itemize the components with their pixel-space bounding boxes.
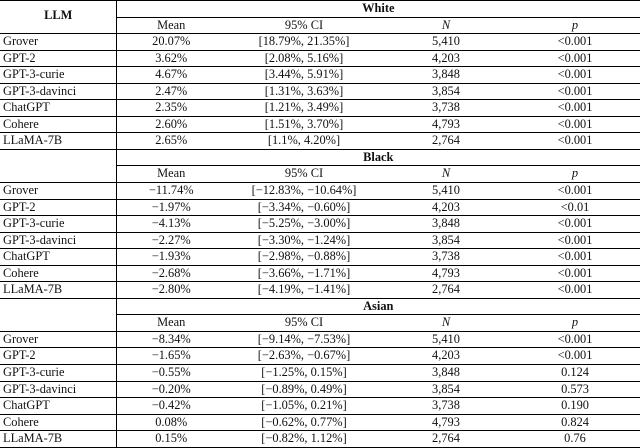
n-header: N <box>382 166 510 183</box>
table-row <box>0 282 640 299</box>
p-cell: <0.001 <box>510 133 640 150</box>
n-header: N <box>382 17 510 34</box>
table-row <box>0 116 640 133</box>
table-row <box>0 100 640 117</box>
n-cell: 4,793 <box>382 116 510 133</box>
mean-cell: 2.65% <box>116 133 226 150</box>
mean-cell: −1.93% <box>116 249 226 266</box>
table-row <box>0 365 640 382</box>
llm-name-cell: LLaMA-7B <box>0 431 116 448</box>
llm-column-blank <box>0 149 116 182</box>
ci-cell: [−3.34%, −0.60%] <box>226 199 382 216</box>
table-row <box>0 183 640 200</box>
n-cell: 2,764 <box>382 133 510 150</box>
llm-name-cell: Grover <box>0 331 116 348</box>
llm-name-cell: Cohere <box>0 116 116 133</box>
p-cell: <0.001 <box>510 348 640 365</box>
mean-cell: −8.34% <box>116 331 226 348</box>
mean-cell: 20.07% <box>116 34 226 51</box>
table-row <box>0 67 640 84</box>
mean-cell: 3.62% <box>116 50 226 67</box>
llm-name-cell: LLaMA-7B <box>0 133 116 150</box>
llm-name-cell: ChatGPT <box>0 398 116 415</box>
p-cell: <0.001 <box>510 331 640 348</box>
n-cell: 3,848 <box>382 365 510 382</box>
llm-name-cell: GPT-2 <box>0 199 116 216</box>
table-row <box>0 431 640 448</box>
p-cell: 0.76 <box>510 431 640 448</box>
llm-name-cell: GPT-3-curie <box>0 216 116 233</box>
p-cell: <0.001 <box>510 50 640 67</box>
n-cell: 4,793 <box>382 265 510 282</box>
n-cell: 4,203 <box>382 348 510 365</box>
p-cell: 0.824 <box>510 414 640 431</box>
n-cell: 5,410 <box>382 34 510 51</box>
n-cell: 3,738 <box>382 398 510 415</box>
n-cell: 3,854 <box>382 381 510 398</box>
ci-cell: [−2.63%, −0.67%] <box>226 348 382 365</box>
n-cell: 3,854 <box>382 83 510 100</box>
llm-name-cell: Cohere <box>0 265 116 282</box>
mean-cell: 0.08% <box>116 414 226 431</box>
n-cell: 4,203 <box>382 50 510 67</box>
table-row <box>0 232 640 249</box>
group-name-asian: Asian <box>116 298 640 315</box>
ci-cell: [−0.89%, 0.49%] <box>226 381 382 398</box>
llm-name-cell: Cohere <box>0 414 116 431</box>
mean-header: Mean <box>116 315 226 332</box>
ci-cell: [−1.25%, 0.15%] <box>226 365 382 382</box>
mean-cell: −0.20% <box>116 381 226 398</box>
n-cell: 3,848 <box>382 216 510 233</box>
mean-cell: −2.27% <box>116 232 226 249</box>
table-row <box>0 398 640 415</box>
mean-cell: −0.55% <box>116 365 226 382</box>
ci-cell: [1.51%, 3.70%] <box>226 116 382 133</box>
ci-cell: [2.08%, 5.16%] <box>226 50 382 67</box>
table-row <box>0 414 640 431</box>
table-row <box>0 348 640 365</box>
p-cell: <0.001 <box>510 249 640 266</box>
n-cell: 3,854 <box>382 232 510 249</box>
n-cell: 4,793 <box>382 414 510 431</box>
group-name-black: Black <box>116 149 640 166</box>
p-cell: <0.001 <box>510 216 640 233</box>
llm-name-cell: GPT-3-davinci <box>0 83 116 100</box>
ci-cell: [−3.30%, −1.24%] <box>226 232 382 249</box>
mean-cell: −2.80% <box>116 282 226 299</box>
llm-name-cell: GPT-3-curie <box>0 365 116 382</box>
llm-name-cell: LLaMA-7B <box>0 282 116 299</box>
table-row <box>0 216 640 233</box>
ci-cell: [18.79%, 21.35%] <box>226 34 382 51</box>
table-row <box>0 83 640 100</box>
ci-cell: [3.44%, 5.91%] <box>226 67 382 84</box>
mean-cell: −4.13% <box>116 216 226 233</box>
llm-name-cell: GPT-2 <box>0 50 116 67</box>
p-cell: <0.001 <box>510 183 640 200</box>
llm-name-cell: GPT-2 <box>0 348 116 365</box>
ci-cell: [−0.82%, 1.12%] <box>226 431 382 448</box>
mean-cell: −0.42% <box>116 398 226 415</box>
ci-header: 95% CI <box>226 166 382 183</box>
ci-cell: [−5.25%, −3.00%] <box>226 216 382 233</box>
p-header: p <box>510 315 640 332</box>
n-header: N <box>382 315 510 332</box>
ci-cell: [−9.14%, −7.53%] <box>226 331 382 348</box>
p-header: p <box>510 17 640 34</box>
p-cell: <0.001 <box>510 265 640 282</box>
n-cell: 3,738 <box>382 100 510 117</box>
n-cell: 5,410 <box>382 331 510 348</box>
ci-cell: [−12.83%, −10.64%] <box>226 183 382 200</box>
n-cell: 2,764 <box>382 282 510 299</box>
ci-cell: [−0.62%, 0.77%] <box>226 414 382 431</box>
table-row <box>0 133 640 150</box>
table-row <box>0 50 640 67</box>
p-cell: <0.001 <box>510 83 640 100</box>
p-cell: <0.001 <box>510 34 640 51</box>
p-cell: <0.001 <box>510 67 640 84</box>
n-cell: 5,410 <box>382 183 510 200</box>
ci-cell: [1.31%, 3.63%] <box>226 83 382 100</box>
group-header-row <box>0 298 640 315</box>
p-cell: <0.001 <box>510 100 640 117</box>
llm-name-cell: Grover <box>0 34 116 51</box>
n-cell: 3,738 <box>382 249 510 266</box>
ci-cell: [−1.05%, 0.21%] <box>226 398 382 415</box>
table-row <box>0 249 640 266</box>
p-cell: <0.001 <box>510 282 640 299</box>
table-row <box>0 381 640 398</box>
n-cell: 4,203 <box>382 199 510 216</box>
mean-cell: 2.35% <box>116 100 226 117</box>
llm-column-blank <box>0 298 116 331</box>
llm-name-cell: Grover <box>0 183 116 200</box>
table-row <box>0 34 640 51</box>
mean-cell: −11.74% <box>116 183 226 200</box>
group-header-row <box>0 1 640 18</box>
ci-cell: [−2.98%, −0.88%] <box>226 249 382 266</box>
mean-header: Mean <box>116 166 226 183</box>
llm-name-cell: ChatGPT <box>0 100 116 117</box>
p-cell: <0.001 <box>510 116 640 133</box>
table-row <box>0 331 640 348</box>
ci-header: 95% CI <box>226 17 382 34</box>
p-header: p <box>510 166 640 183</box>
ci-cell: [1.1%, 4.20%] <box>226 133 382 150</box>
llm-column-header: LLM <box>0 1 116 34</box>
table-row <box>0 265 640 282</box>
ci-cell: [−3.66%, −1.71%] <box>226 265 382 282</box>
mean-cell: 2.60% <box>116 116 226 133</box>
results-table-body <box>0 1 640 448</box>
mean-cell: 4.67% <box>116 67 226 84</box>
mean-cell: 0.15% <box>116 431 226 448</box>
p-cell: <0.01 <box>510 199 640 216</box>
llm-name-cell: GPT-3-davinci <box>0 381 116 398</box>
ci-cell: [−4.19%, −1.41%] <box>226 282 382 299</box>
p-cell: 0.124 <box>510 365 640 382</box>
ci-cell: [1.21%, 3.49%] <box>226 100 382 117</box>
llm-name-cell: GPT-3-curie <box>0 67 116 84</box>
mean-header: Mean <box>116 17 226 34</box>
n-cell: 3,848 <box>382 67 510 84</box>
mean-cell: −2.68% <box>116 265 226 282</box>
group-name-white: White <box>116 1 640 18</box>
mean-cell: −1.65% <box>116 348 226 365</box>
ci-header: 95% CI <box>226 315 382 332</box>
mean-cell: −1.97% <box>116 199 226 216</box>
group-header-row <box>0 149 640 166</box>
llm-name-cell: GPT-3-davinci <box>0 232 116 249</box>
p-cell: 0.190 <box>510 398 640 415</box>
p-cell: 0.573 <box>510 381 640 398</box>
table-row <box>0 199 640 216</box>
llm-name-cell: ChatGPT <box>0 249 116 266</box>
mean-cell: 2.47% <box>116 83 226 100</box>
n-cell: 2,764 <box>382 431 510 448</box>
p-cell: <0.001 <box>510 232 640 249</box>
